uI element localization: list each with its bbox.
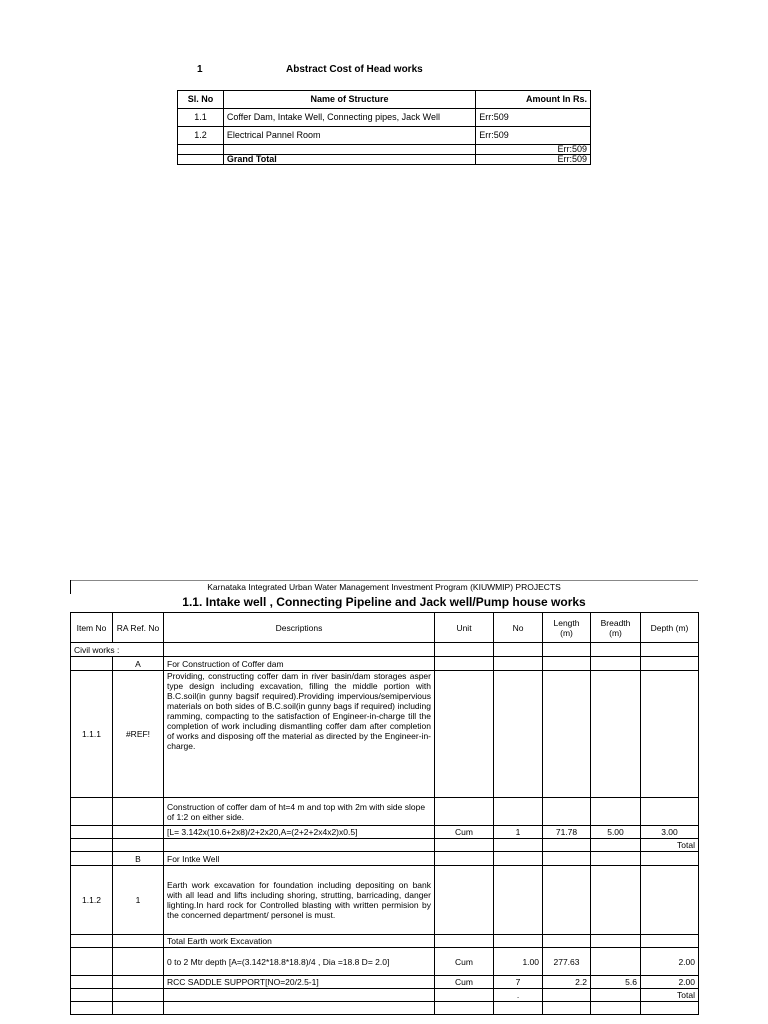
empty-cell — [591, 657, 641, 671]
empty-cell — [71, 989, 113, 1002]
empty-cell — [543, 866, 591, 935]
sl-no-cell: 1.1 — [178, 109, 224, 127]
table-row — [178, 109, 591, 127]
structure-name-cell: Electrical Pannel Room — [223, 127, 475, 145]
length-cell: 71.78 — [543, 826, 591, 839]
empty-cell — [543, 657, 591, 671]
section-a-title: For Construction of Coffer dam — [164, 657, 435, 671]
header-depth: Depth (m) — [641, 613, 699, 643]
empty-cell — [591, 671, 641, 798]
header-breadth: Breadth (m) — [591, 613, 641, 643]
empty-cell — [494, 643, 543, 657]
empty-cell — [435, 839, 494, 852]
saddle-row — [71, 976, 699, 989]
empty-cell — [641, 852, 699, 866]
empty-cell — [591, 839, 641, 852]
breadth-cell: 5.6 — [591, 976, 641, 989]
empty-cell — [223, 145, 475, 155]
item-no-cell: 1.1.2 — [71, 866, 113, 935]
no-cell: 1.00 — [494, 948, 543, 976]
divider — [70, 580, 698, 581]
empty-cell — [494, 839, 543, 852]
empty-cell — [591, 643, 641, 657]
empty-cell — [71, 976, 113, 989]
empty-cell — [591, 948, 641, 976]
empty-cell — [494, 852, 543, 866]
header-amount: Amount In Rs. — [476, 91, 591, 109]
sl-no-cell: 1.2 — [178, 127, 224, 145]
works-table — [70, 612, 699, 1015]
dot-cell: . — [494, 989, 543, 1002]
empty-cell — [591, 1002, 641, 1015]
empty-cell — [494, 798, 543, 826]
header-descriptions: Descriptions — [164, 613, 435, 643]
item-111-row — [71, 671, 699, 798]
abstract-header-row — [178, 91, 591, 109]
total-label: Total — [641, 989, 699, 1002]
depth-cell: 2.00 — [641, 948, 699, 976]
empty-cell — [71, 948, 113, 976]
empty-cell — [543, 935, 591, 948]
breadth-cell: 5.00 — [591, 826, 641, 839]
coffer-construction-row — [71, 798, 699, 826]
total-row — [71, 839, 699, 852]
empty-cell — [591, 866, 641, 935]
no-cell: 7 — [494, 976, 543, 989]
empty-cell — [591, 989, 641, 1002]
empty-cell — [113, 1002, 164, 1015]
section-a-label: A — [113, 657, 164, 671]
empty-cell — [641, 866, 699, 935]
table-row — [178, 127, 591, 145]
empty-cell — [164, 1002, 435, 1015]
empty-cell — [435, 1002, 494, 1015]
empty-cell — [71, 798, 113, 826]
empty-cell — [435, 866, 494, 935]
total-excavation-row — [71, 935, 699, 948]
excavation-description: 0 to 2 Mtr depth [A=(3.142*18.8*18.8)/4 , Dia =18.8 D= 2.0] — [164, 948, 435, 976]
coffer-formula: [L= 3.142x(10.6+2x8)/2+2x20,A=(2+2+2x4x2)x0.5] — [164, 826, 435, 839]
empty-cell — [113, 839, 164, 852]
item-description: Providing, constructing coffer dam in river basin/dam storages asper type design including excavation, filling the middle portion with B.C.soil(in gunny bagsif required).Providing impervious/semipervious materials on both sides of B.C.soil(in gunny bags if required) including ramming, compacting to the satisfaction of Engineer-in-charge till the completion of work including dismantling coffer dam after completion of works and disposing off the material as directed by the Engineer-in-charge. — [164, 671, 435, 798]
section-b-row — [71, 852, 699, 866]
header-length: Length (m) — [543, 613, 591, 643]
works-header-row — [71, 613, 699, 643]
header-unit: Unit — [435, 613, 494, 643]
empty-cell — [71, 839, 113, 852]
abstract-title: Abstract Cost of Head works — [286, 64, 423, 75]
length-cell: 277.63 — [543, 948, 591, 976]
ra-ref-cell: #REF! — [113, 671, 164, 798]
total-row — [71, 989, 699, 1002]
unit-cell: Cum — [435, 948, 494, 976]
empty-cell — [641, 657, 699, 671]
empty-cell — [71, 657, 113, 671]
unit-cell: Cum — [435, 826, 494, 839]
header-ra-ref: RA Ref. No — [113, 613, 164, 643]
grand-total-cell: Err:509 — [476, 155, 591, 165]
empty-cell — [435, 852, 494, 866]
empty-cell — [113, 826, 164, 839]
empty-cell — [543, 671, 591, 798]
saddle-description: RCC SADDLE SUPPORT[NO=20/2.5-1] — [164, 976, 435, 989]
empty-cell — [71, 852, 113, 866]
section-a-row — [71, 657, 699, 671]
subtotal-cell: Err:509 — [476, 145, 591, 155]
empty-cell — [435, 989, 494, 1002]
empty-cell — [543, 852, 591, 866]
empty-cell — [543, 839, 591, 852]
empty-cell — [71, 935, 113, 948]
empty-cell — [543, 989, 591, 1002]
coffer-construction-text: Construction of coffer dam of ht=4 m and top with 2m with side slope of 1:2 on either side. — [164, 798, 435, 826]
empty-cell — [494, 657, 543, 671]
depth-cell: 2.00 — [641, 976, 699, 989]
abstract-number: 1 — [197, 64, 203, 75]
empty-cell — [113, 935, 164, 948]
header-item-no: Item No — [71, 613, 113, 643]
empty-cell — [435, 671, 494, 798]
empty-cell — [591, 852, 641, 866]
no-cell: 1 — [494, 826, 543, 839]
empty-cell — [591, 798, 641, 826]
empty-cell — [494, 1002, 543, 1015]
empty-cell — [178, 155, 224, 165]
civil-works-label: Civil works : — [71, 643, 164, 657]
empty-cell — [641, 643, 699, 657]
empty-cell — [435, 798, 494, 826]
subtotal-row — [178, 145, 591, 155]
item-112-row — [71, 866, 699, 935]
header-name-of-structure: Name of Structure — [223, 91, 475, 109]
empty-cell — [71, 1002, 113, 1015]
works-title: 1.1. Intake well , Connecting Pipeline and Jack well/Pump house works — [182, 595, 586, 609]
empty-cell — [113, 948, 164, 976]
empty-cell — [543, 798, 591, 826]
excavation-row — [71, 948, 699, 976]
civil-works-row — [71, 643, 699, 657]
empty-cell — [435, 643, 494, 657]
section-b-label: B — [113, 852, 164, 866]
amount-cell: Err:509 — [476, 109, 591, 127]
empty-cell — [164, 989, 435, 1002]
empty-cell — [113, 976, 164, 989]
empty-cell — [71, 826, 113, 839]
program-subtitle: Karnataka Integrated Urban Water Management Investment Program (KIUWMIP) PROJECTS — [207, 582, 561, 592]
grand-total-label: Grand Total — [223, 155, 475, 165]
total-excavation-text: Total Earth work Excavation — [164, 935, 435, 948]
item-no-cell: 1.1.1 — [71, 671, 113, 798]
empty-cell — [435, 657, 494, 671]
empty-cell — [494, 935, 543, 948]
empty-cell — [641, 1002, 699, 1015]
grand-total-row — [178, 155, 591, 165]
empty-cell — [591, 935, 641, 948]
empty-cell — [164, 643, 435, 657]
amount-cell: Err:509 — [476, 127, 591, 145]
empty-cell — [494, 671, 543, 798]
empty-cell — [543, 1002, 591, 1015]
total-label: Total — [641, 839, 699, 852]
header-no: No — [494, 613, 543, 643]
empty-cell — [494, 866, 543, 935]
coffer-calc-row — [71, 826, 699, 839]
structure-name-cell: Coffer Dam, Intake Well, Connecting pipes, Jack Well — [223, 109, 475, 127]
section-b-title: For Intke Well — [164, 852, 435, 866]
item-description: Earth work excavation for foundation including depositing on bank with all lead and lifts including shoring, strutting, barricading, danger lighting.In hard rock for Controlled blasting with written permision by the concerned department/ personel is must. — [164, 866, 435, 935]
empty-cell — [543, 643, 591, 657]
empty-cell — [641, 798, 699, 826]
empty-cell — [178, 145, 224, 155]
unit-cell: Cum — [435, 976, 494, 989]
ra-ref-cell: 1 — [113, 866, 164, 935]
empty-cell — [113, 798, 164, 826]
abstract-table — [177, 90, 591, 165]
empty-cell — [641, 935, 699, 948]
depth-cell: 3.00 — [641, 826, 699, 839]
empty-cell — [164, 839, 435, 852]
table-row — [71, 1002, 699, 1015]
empty-cell — [113, 989, 164, 1002]
empty-cell — [435, 935, 494, 948]
length-cell: 2.2 — [543, 976, 591, 989]
header-sl-no: Sl. No — [178, 91, 224, 109]
empty-cell — [641, 671, 699, 798]
